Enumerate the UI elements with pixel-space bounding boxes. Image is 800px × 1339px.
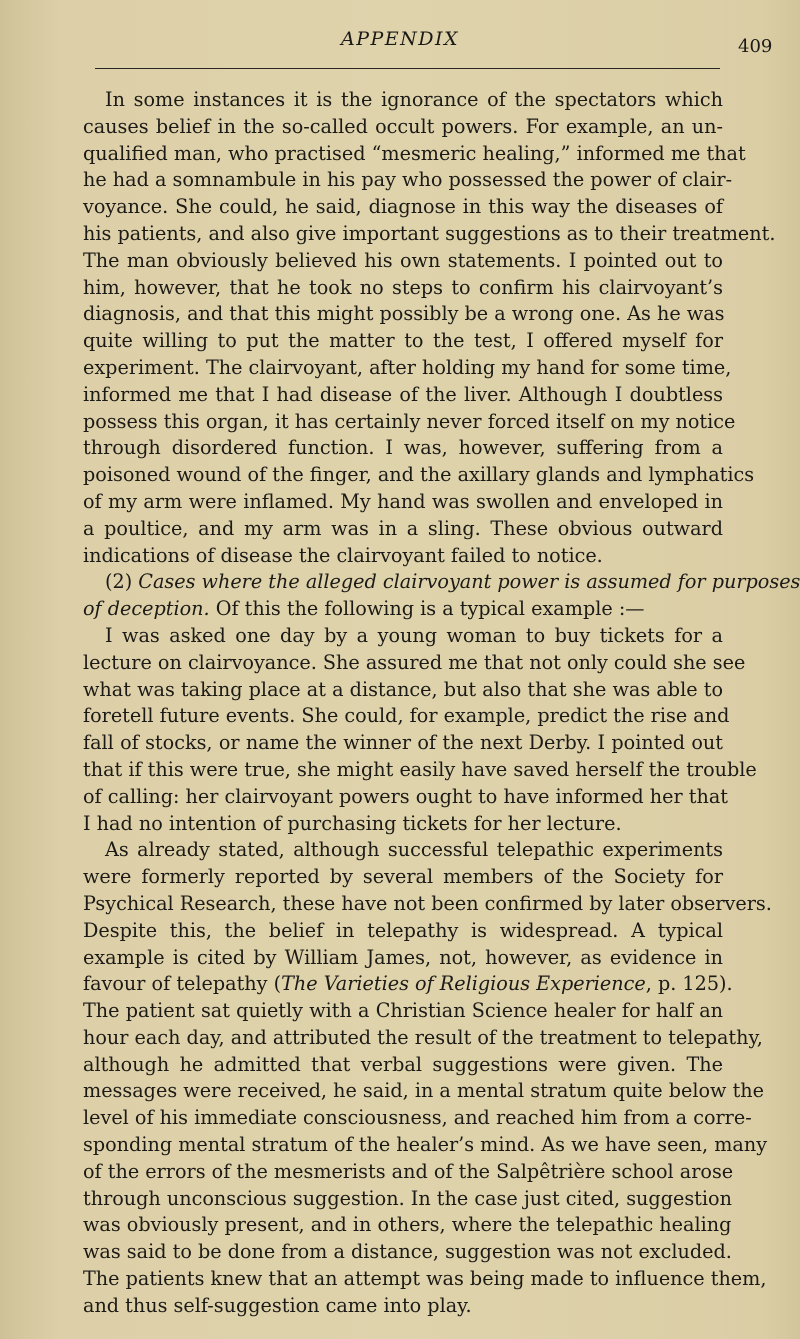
text-line: and thus self-suggestion came into play.: [83, 1293, 472, 1317]
text-line: (2) Cases where the alleged clairvoyant power is assumed for purposes: [105, 570, 800, 594]
running-head: APPENDIX: [340, 28, 460, 50]
text-line: experiment. The clairvoyant, after holding my hand for some time,: [83, 355, 732, 379]
page-number: 409: [738, 36, 773, 57]
text-line: In some instances it is the ignorance of the spectators which: [105, 88, 723, 111]
text-line: The patients knew that an attempt was being made to influence them,: [83, 1267, 767, 1291]
text-line: of calling: her clairvoyant powers ought to have informed her that: [83, 784, 729, 808]
text-line: The man obviously believed his own statements. I pointed out to: [83, 248, 723, 272]
text-line: was obviously present, and in others, where the telepathic healing: [83, 1213, 732, 1237]
text-line: level of his immediate consciousness, and reached him from a corre-: [83, 1106, 752, 1130]
text-line: what was taking place at a distance, but also that she was able to: [83, 677, 723, 701]
text-line: a poultice, and my arm was in a sling. These obvious outward: [83, 516, 723, 540]
text-line: As already stated, although successful telepathic experiments: [105, 838, 723, 862]
text-line: voyance. She could, he said, diagnose in this way the diseases of: [83, 195, 723, 219]
text-line: fall of stocks, or name the winner of the next Derby. I pointed out: [83, 731, 723, 755]
text-line: causes belief in the so-called occult powers. For example, an un-: [83, 114, 723, 138]
text-line: Despite this, the belief in telepathy is widespread. A typical: [83, 918, 723, 942]
header-rule: [95, 68, 720, 69]
text-line: of deception. Of this the following is a typical example :—: [83, 597, 645, 621]
text-line: through unconscious suggestion. In the case just cited, suggestion: [83, 1186, 732, 1210]
text-line: possess this organ, it has certainly never forced itself on my notice: [83, 409, 736, 433]
text-line: were formerly reported by several members of the Society for: [83, 865, 723, 889]
text-line: he had a somnambule in his pay who possessed the power of clair-: [83, 168, 733, 192]
text-line: of my arm were inflamed. My hand was swollen and enveloped in: [83, 489, 723, 513]
text-line: foretell future events. She could, for example, predict the rise and: [83, 704, 730, 728]
text-line: through disordered function. I was, however, suffering from a: [83, 436, 723, 460]
text-line: messages were received, he said, in a mental stratum quite below the: [83, 1079, 764, 1103]
text-line: sponding mental stratum of the healer’s mind. As we have seen, many: [83, 1133, 768, 1157]
text-line: informed me that I had disease of the liver. Although I doubtless: [83, 382, 723, 406]
text-line: poisoned wound of the finger, and the axillary glands and lymphatics: [83, 463, 755, 487]
text-line: example is cited by William James, not, however, as evidence in: [83, 945, 723, 969]
text-line: diagnosis, and that this might possibly be a wrong one. As he was: [83, 302, 725, 326]
text-line: was said to be done from a distance, suggestion was not excluded.: [83, 1240, 732, 1264]
text-line: that if this were true, she might easily have saved herself the trouble: [83, 757, 757, 781]
text-line: indications of disease the clairvoyant failed to notice.: [83, 543, 603, 567]
text-line: lecture on clairvoyance. She assured me that not only could she see: [83, 650, 746, 674]
text-line: hour each day, and attributed the result of the treatment to telepathy,: [83, 1025, 763, 1049]
body-text: [83, 87, 800, 1320]
text-line: I was asked one day by a young woman to buy tickets for a: [105, 623, 723, 647]
text-line: Psychical Research, these have not been confirmed by later observers.: [83, 891, 772, 915]
text-line: of the errors of the mesmerists and of the Salpêtrière school arose: [83, 1159, 734, 1183]
text-line: favour of telepathy (The Varieties of Religious Experience, p. 125).: [83, 972, 733, 996]
text-line: his patients, and also give important suggestions as to their treatment.: [83, 221, 776, 245]
text-line: although he admitted that verbal suggestions were given. The: [83, 1052, 723, 1076]
text-line: qualified man, who practised “mesmeric healing,” informed me that: [83, 141, 746, 165]
text-line: The patient sat quietly with a Christian Science healer for half an: [83, 999, 723, 1023]
text-line: him, however, that he took no steps to confirm his clairvoyant’s: [83, 275, 723, 299]
text-line: I had no intention of purchasing tickets for her lecture.: [83, 811, 622, 835]
text-line: quite willing to put the matter to the test, I offered myself for: [83, 329, 723, 353]
